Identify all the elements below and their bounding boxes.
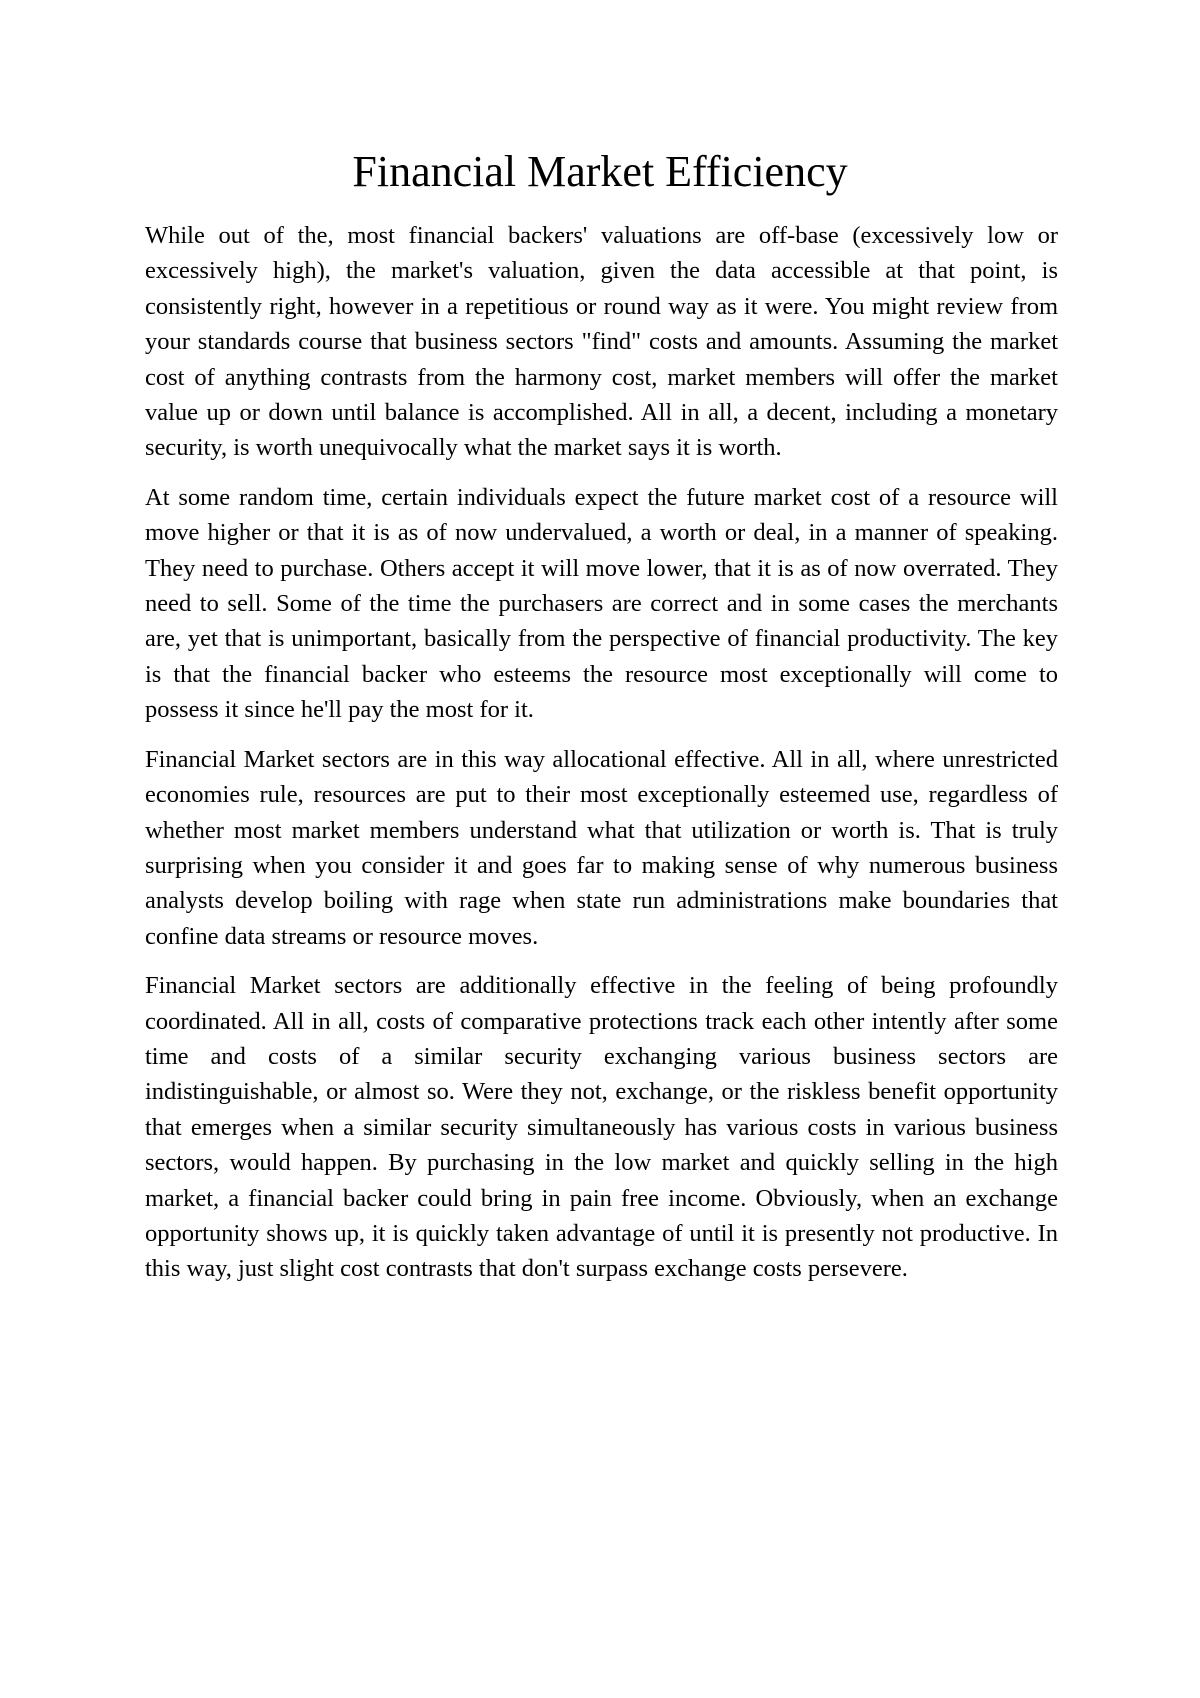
paragraph-2: At some random time, certain individuals expect the future market cost of a resource will move higher or that it is as of now undervalued, a worth or deal, in a manner of speaking. They need to purchase. Others accept it will move lower, that it is as of now overrated. They need to sell. Some of the time the purchasers are correct and in some cases the merchants are, yet that is unimportant, basically from the perspective of financial productivity. The key is that the financial backer who esteems the resource most exceptionally will come to possess it since he'll pay the most for it.: [145, 483, 1058, 724]
paragraph-3: Financial Market sectors are in this way allocational effective. All in all, where unrestricted economies rule, resources are put to their most exceptionally esteemed use, regardless of whether most market members understand what that utilization or worth is. That is truly surprising when you consider it and goes far to making sense of why numerous business analysts develop boiling with rage when state run administrations make boundaries that confine data streams or resource moves.: [145, 745, 1058, 950]
paragraph-1: While out of the, most financial backers' valuations are off-base (excessively low or excessively high), the market's valuation, given the data accessible at that point, is consistently right, however in a repetitious or round way as it were. You might review from your standards course that business sectors "find" costs and amounts. Assuming the market cost of anything contrasts from the harmony cost, market members will offer the market value up or down until balance is accomplished. All in all, a decent, including a monetary security, is worth unequivocally what the market says it is worth.: [145, 222, 1058, 462]
paragraph-4: Financial Market sectors are additionally effective in the feeling of being profoundly coordinated. All in all, costs of comparative protections track each other intently after some time and costs of a similar security exchanging various business sectors are indistinguishable, or almost so. Were they not, exchange, or the riskless benefit opportunity that emerges when a similar security simultaneously has various costs in various business sectors, would happen. By purchasing in the low market and quickly selling in the high market, a financial backer could bring in pain free income. Obviously, when an exchange opportunity shows up, it is quickly taken advantage of until it is presently not productive. In this way, just slight cost contrasts that don't surpass exchange costs persevere.: [145, 972, 1058, 1283]
document-body: [145, 218, 1058, 1301]
page-title: Financial Market Efficiency: [352, 147, 848, 196]
